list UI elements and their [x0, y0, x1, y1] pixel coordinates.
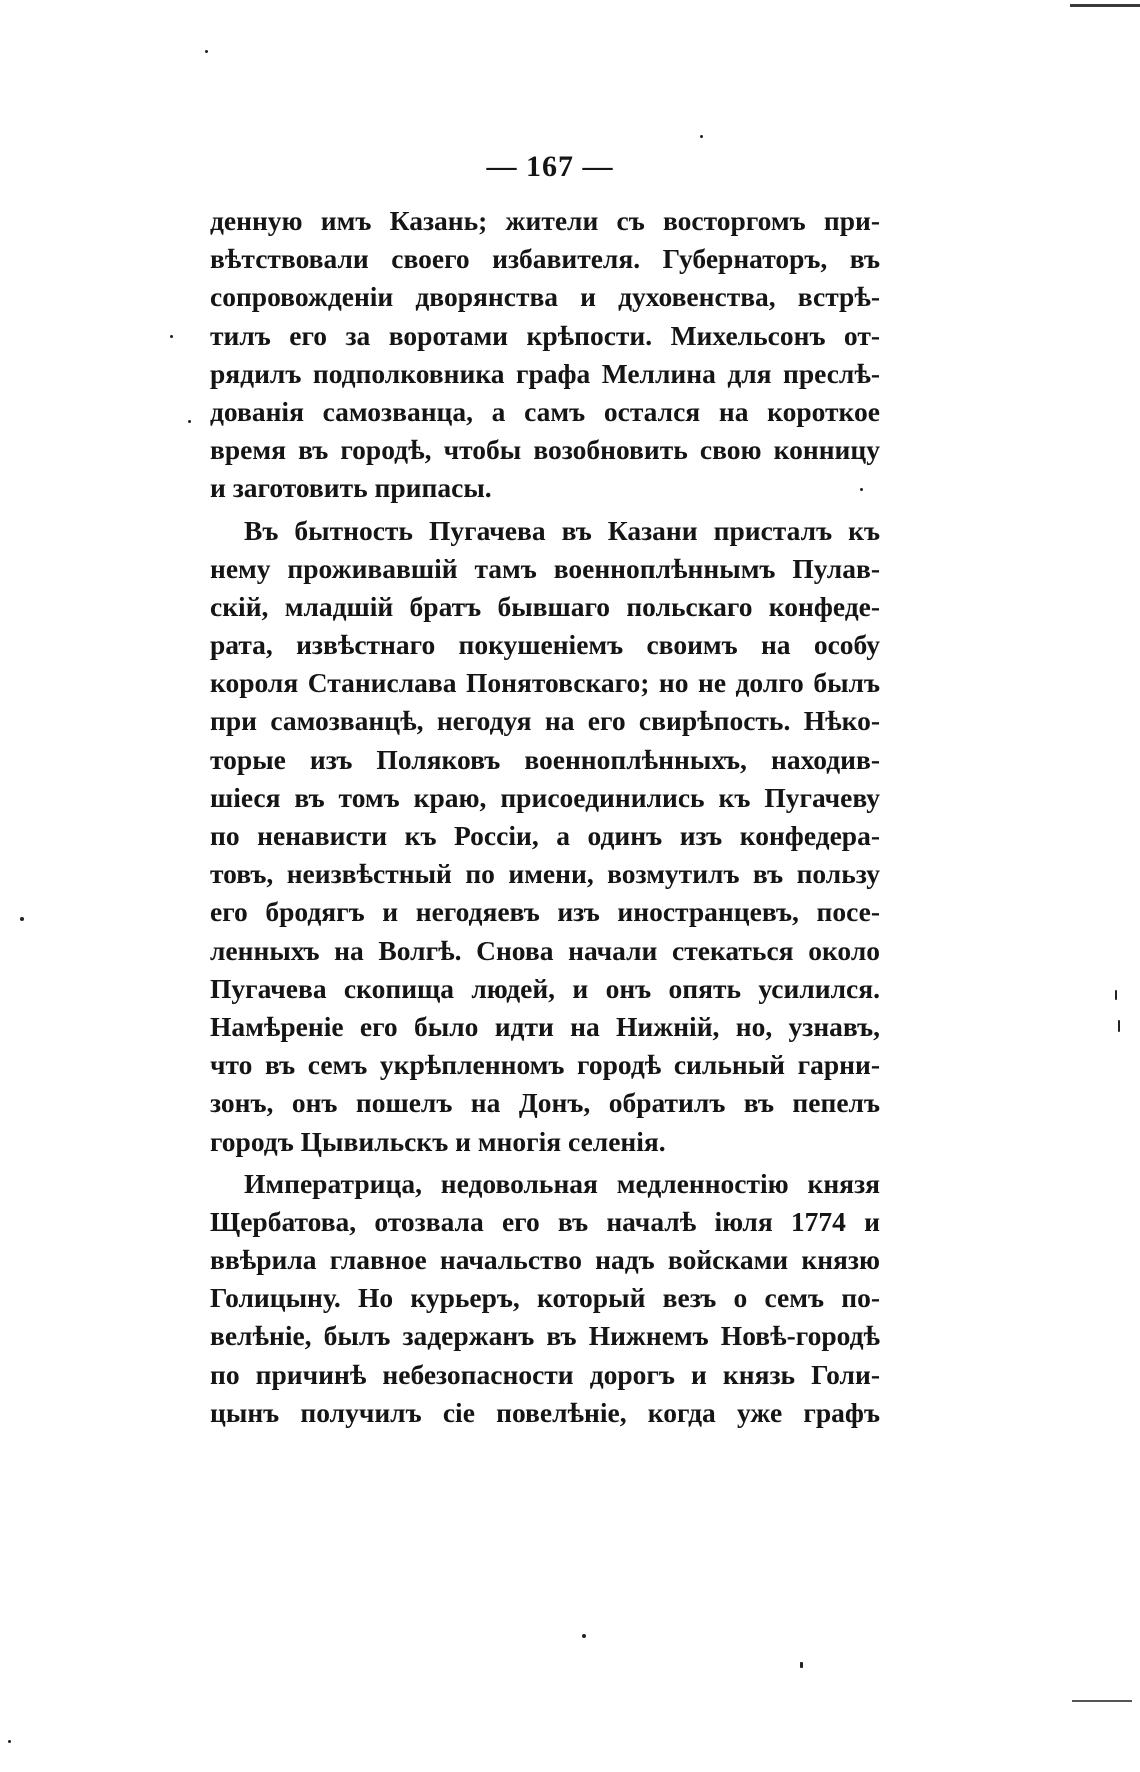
scan-speck — [170, 335, 173, 338]
text-line: цынъ получилъ сіе повелѣніе, когда уже графъ — [210, 1396, 880, 1428]
text-line: торые изъ Поляковъ военноплѣнныхъ, находив- — [210, 743, 880, 775]
text-line: при самозванцѣ, негодуя на его свирѣпость. Нѣко- — [210, 705, 880, 737]
text-line: что въ семъ укрѣпленномъ городѣ сильный гарни- — [210, 1049, 880, 1081]
text-line: нему проживавшій тамъ военноплѣннымъ Пулав- — [210, 552, 880, 584]
text-line: товъ, неизвѣстный по имени, возмутилъ въ пользу — [210, 858, 880, 890]
text-line: дованія самозванца, а самъ остался на короткое — [210, 395, 880, 427]
text-line: вѣтствовали своего избавителя. Губернаторъ, въ — [210, 243, 880, 275]
text-line: денную имъ Казань; жители съ восторгомъ при- — [210, 205, 880, 236]
text-line: Пугачева скопища людей, и онъ опять усилился. — [210, 972, 880, 1004]
text-line: Голицыну. Но курьеръ, который везъ о семъ по- — [210, 1282, 880, 1314]
scan-speck — [582, 1634, 586, 1638]
text-line: Въ бытность Пугачева въ Казани присталъ къ — [244, 514, 880, 546]
text-line: Щербатова, отозвала его въ началѣ іюля 1774 и — [210, 1205, 880, 1237]
text-line: сопровожденіи дворянства и духовенства, встрѣ- — [210, 281, 880, 313]
scan-speck — [20, 917, 24, 921]
text-line: короля Станислава Понятовскаго; но не долго былъ — [210, 667, 880, 699]
text-line: время въ городѣ, чтобы возобновить свою конницу — [210, 434, 880, 466]
text-line: велѣніе, былъ задержанъ въ Нижнемъ Новѣ-городѣ — [210, 1320, 880, 1352]
text-line: зонъ, онъ пошелъ на Донъ, обратилъ въ пепелъ — [210, 1087, 880, 1119]
scan-speck — [1115, 990, 1117, 1000]
scan-speck — [1118, 1020, 1120, 1032]
text-line: городъ Цывильскъ и многія селенія. — [210, 1125, 666, 1157]
scan-speck — [188, 420, 191, 423]
text-line: ленныхъ на Волгѣ. Снова начали стекаться около — [210, 934, 880, 966]
text-line: тилъ его за воротами крѣпости. Михельсонъ от- — [210, 319, 880, 351]
text-line: рядилъ подполковника графа Меллина для преслѣ- — [210, 357, 880, 389]
text-line: и заготовить припасы. — [210, 472, 492, 504]
body-text — [210, 202, 880, 1432]
text-line: шіеся въ томъ краю, присоединились къ Пугачеву — [210, 781, 880, 813]
scan-speck — [8, 1740, 11, 1743]
text-line: скій, младшій братъ бывшаго польскаго конфеде- — [210, 590, 880, 622]
text-line: рата, извѣстнаго покушеніемъ своимъ на особу — [210, 629, 880, 661]
page-number: — 167 — — [486, 150, 614, 183]
text-line: его бродягъ и негодяевъ изъ иностранцевъ, посе- — [210, 896, 880, 928]
scan-speck — [205, 50, 208, 53]
scan-edge-mark — [1070, 4, 1140, 7]
scan-edge-mark — [1072, 1700, 1132, 1702]
scan-speck — [800, 1662, 803, 1668]
scan-speck — [700, 135, 703, 138]
text-line: по ненависти къ Россіи, а одинъ изъ конфедера- — [210, 820, 880, 851]
text-line: ввѣрила главное начальство надъ войсками князю — [210, 1244, 880, 1276]
text-line: Намѣреніе его было идти на Нижній, но, узнавъ, — [210, 1010, 880, 1042]
text-line: по причинѣ небезопасности дорогъ и князь Голи- — [210, 1358, 880, 1390]
text-line: Императрица, недовольная медленностію князя — [244, 1167, 880, 1199]
